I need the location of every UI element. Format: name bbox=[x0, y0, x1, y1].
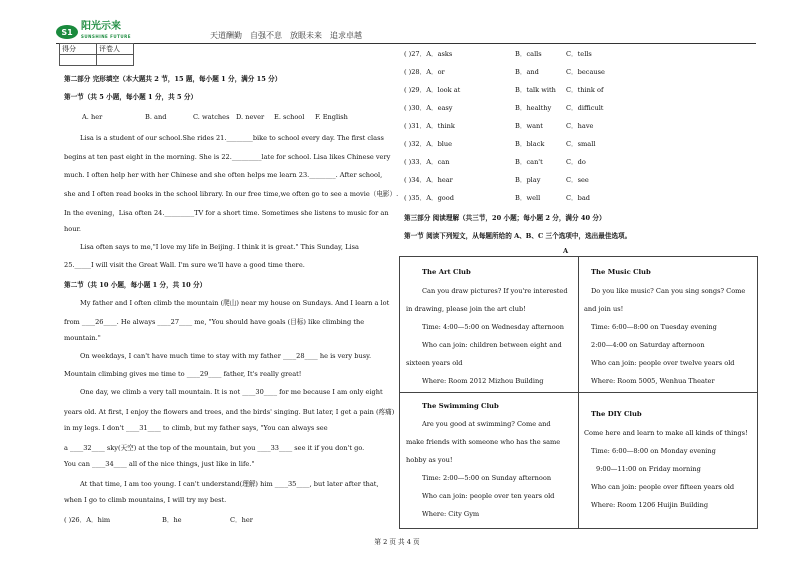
grader-cell bbox=[97, 55, 134, 66]
question-number: ( )29．A．look at bbox=[404, 86, 461, 94]
page-header bbox=[56, 22, 756, 44]
swim-club-line: Who can join: people over ten years old bbox=[422, 492, 555, 500]
question-option-c: C．tells bbox=[566, 50, 592, 58]
music-club-line: 2:00—4:00 on Saturday afternoon bbox=[591, 341, 705, 349]
clubs-table bbox=[399, 256, 758, 529]
page-footer: 第 2 页 共 4 页 bbox=[374, 538, 420, 546]
p2-line: Mountain climbing gives me time to ____29____ father, It's really great! bbox=[64, 370, 302, 378]
passage-label: A bbox=[563, 247, 569, 255]
p2-line: in my legs. I don't ____31____ to climb, but my father says, "You can always see bbox=[64, 424, 328, 432]
question-option-b: B．play bbox=[515, 176, 541, 184]
p1-line: Lisa is a student of our school.She rides 21.________bike to school every day. The first class bbox=[80, 134, 384, 142]
p2-line: mountain." bbox=[64, 334, 101, 342]
logo-name: 阳光示来 bbox=[81, 21, 121, 32]
question-option-c: C．see bbox=[566, 176, 589, 184]
p2-line: from ____26____. He always ____27____ me, "You should have goals (目标) like climbing the bbox=[64, 318, 365, 326]
music-club-line: Where: Room 5005, Wenhua Theater bbox=[591, 377, 715, 385]
p1-line: begins at ten past eight in the morning. She is 22._________late for school. Lisa likes Chinese very bbox=[64, 153, 391, 161]
question-option-b: B．talk with bbox=[515, 86, 556, 94]
art-club-title: The Art Club bbox=[422, 268, 471, 276]
reading-sec1-heading: 第一节 阅读下列短文，从每题所给的 A、B、C 三个选项中，选出最佳选项。 bbox=[404, 232, 632, 240]
part3-heading: 第三部分 阅读理解（共三节，20 小题；每小题 2 分，满分 40 分） bbox=[404, 214, 606, 222]
diy-club-line: Who can join: people over fifteen years old bbox=[591, 483, 735, 491]
clubs-divider-h bbox=[400, 392, 757, 393]
music-club-line: Do you like music? Can you sing songs? Come bbox=[591, 287, 746, 295]
question-option-b: B．calls bbox=[515, 50, 542, 58]
swim-club-line: Where: City Gym bbox=[422, 510, 480, 518]
score-label: 得分 bbox=[60, 44, 97, 55]
header-divider bbox=[56, 43, 756, 44]
p2-line: On weekdays, I can't have much time to stay with my father ____28____ he is very busy. bbox=[80, 352, 372, 360]
diy-club-line: 9:00—11:00 on Friday morning bbox=[596, 465, 701, 473]
p1-line: hour. bbox=[64, 225, 81, 233]
score-table bbox=[59, 43, 134, 66]
wordbox-a: A. her bbox=[82, 113, 103, 121]
question-number: ( )33．A．can bbox=[404, 158, 450, 166]
music-club-line: and join us! bbox=[584, 305, 624, 313]
grader-label: 评卷人 bbox=[97, 44, 134, 55]
question-option-c: C．do bbox=[566, 158, 586, 166]
p2-line: a ____32____ sky(天空) at the top of the mountain, but you ____33____ see it if you don't go. bbox=[64, 444, 365, 452]
sec1-heading: 第一节（共 5 小题，每小题 1 分，共 5 分） bbox=[64, 93, 198, 101]
question-number: ( )35．A．good bbox=[404, 194, 454, 202]
p2-line: At that time, I am too young. I can't understand(理解) him ____35____, but later after that, bbox=[80, 480, 379, 488]
p2-line: One day, we climb a very tall mountain. It is not ____30____ for me because I am only eight bbox=[80, 388, 383, 396]
wordbox-c: C. watches bbox=[193, 113, 230, 121]
p2-line: when I go to climb mountains, I will try my best. bbox=[64, 496, 227, 504]
logo-mark: S1 bbox=[56, 25, 78, 39]
question-number: ( )32．A．blue bbox=[404, 140, 453, 148]
p1-line: 25._____I will visit the Great Wall. I'm sure we'll have a good time there. bbox=[64, 261, 305, 269]
diy-club-line: Where: Room 1206 Huijin Building bbox=[591, 501, 709, 509]
p2-line: years old. At first, I enjoy the flowers and trees, and the birds' singing. But later, I get a pain (疼痛) bbox=[64, 408, 395, 416]
music-club-title: The Music Club bbox=[591, 268, 651, 276]
diy-club-title: The DIY Club bbox=[591, 410, 642, 418]
question-option-c: C．difficult bbox=[566, 104, 604, 112]
wordbox-b: B. and bbox=[145, 113, 167, 121]
p1-line: Lisa often says to me,"I love my life in Beijing. I think it is great." This Sunday, Lisa bbox=[80, 243, 359, 251]
question-option-c: C．because bbox=[566, 68, 605, 76]
logo-text bbox=[81, 22, 131, 42]
p1-line: she and I often read books in the school library. In our free time,we often go to see a movie（电影）. bbox=[64, 190, 399, 198]
p1-line: much. I often help her with her Chinese and she often helps me learn 23.________. After school, bbox=[64, 171, 383, 179]
question-option-b: B．well bbox=[515, 194, 541, 202]
score-cell bbox=[60, 55, 97, 66]
question-option-b: B．healthy bbox=[515, 104, 552, 112]
art-club-line: Time: 4:00—5:00 on Wednesday afternoon bbox=[422, 323, 564, 331]
q26-option-c: C．her bbox=[230, 516, 253, 524]
swim-club-line: make friends with someone who has the same bbox=[406, 438, 561, 446]
music-club-line: Who can join: people over twelve years old bbox=[591, 359, 735, 367]
wordbox-e: E. school bbox=[274, 113, 305, 121]
p1-line: In the evening，Lisa often 24._________TV for a short time. Sometimes she listens to music for an bbox=[64, 209, 389, 217]
logo-subtitle: SUNSHINE FUTURE bbox=[81, 34, 131, 39]
q26-option-b: B．he bbox=[162, 516, 182, 524]
question-option-c: C．small bbox=[566, 140, 596, 148]
p2-line: You can ____34____ all of the nice things, just like in life." bbox=[64, 460, 255, 468]
wordbox-f: F. English bbox=[315, 113, 348, 121]
art-club-line: Can you draw pictures? If you're interested bbox=[422, 287, 568, 295]
swim-club-line: Are you good at swimming? Come and bbox=[422, 420, 551, 428]
art-club-line: Where: Room 2012 Mizhou Building bbox=[422, 377, 544, 385]
question-number: ( )28．A．or bbox=[404, 68, 445, 76]
sec2-heading: 第二节（共 10 小题，每小题 1 分，共 10 分） bbox=[64, 281, 207, 289]
p2-line: My father and I often climb the mountain (爬山) near my house on Sundays. And I learn a lot bbox=[80, 299, 390, 307]
question-number: ( )31．A．think bbox=[404, 122, 455, 130]
music-club-line: Time: 6:00—8:00 on Tuesday evening bbox=[591, 323, 717, 331]
diy-club-line: Time: 6:00—8:00 on Monday evening bbox=[591, 447, 716, 455]
swim-club-title: The Swimming Club bbox=[422, 402, 499, 410]
question-number: ( )34．A．hear bbox=[404, 176, 453, 184]
art-club-line: sixteen years old bbox=[406, 359, 463, 367]
question-option-c: C．think of bbox=[566, 86, 604, 94]
swim-club-line: Time: 2:00—5:00 on Sunday afternoon bbox=[422, 474, 552, 482]
question-option-b: B．black bbox=[515, 140, 545, 148]
question-option-b: B．and bbox=[515, 68, 539, 76]
question-option-c: C．bad bbox=[566, 194, 591, 202]
question-number: ( )30．A．easy bbox=[404, 104, 453, 112]
question-number: ( )27．A．asks bbox=[404, 50, 453, 58]
part2-heading: 第二部分 完形填空（本大题共 2 节，15 题，每小题 1 分，满分 15 分） bbox=[64, 75, 282, 83]
question-option-b: B．want bbox=[515, 122, 543, 130]
art-club-line: Who can join: children between eight and bbox=[422, 341, 562, 349]
question-option-b: B．can't bbox=[515, 158, 543, 166]
diy-club-line: Come here and learn to make all kinds of things! bbox=[584, 429, 748, 437]
art-club-line: in drawing, please join the art club! bbox=[406, 305, 526, 313]
wordbox-d: D. never bbox=[236, 113, 265, 121]
question-option-c: C．have bbox=[566, 122, 594, 130]
swim-club-line: hobby as you! bbox=[406, 456, 453, 464]
q26-num: ( )26．A．him bbox=[64, 516, 111, 524]
header-slogan: 天道酬勤 自强不息 放眼未来 追求卓越 bbox=[210, 31, 362, 40]
logo bbox=[56, 22, 166, 42]
